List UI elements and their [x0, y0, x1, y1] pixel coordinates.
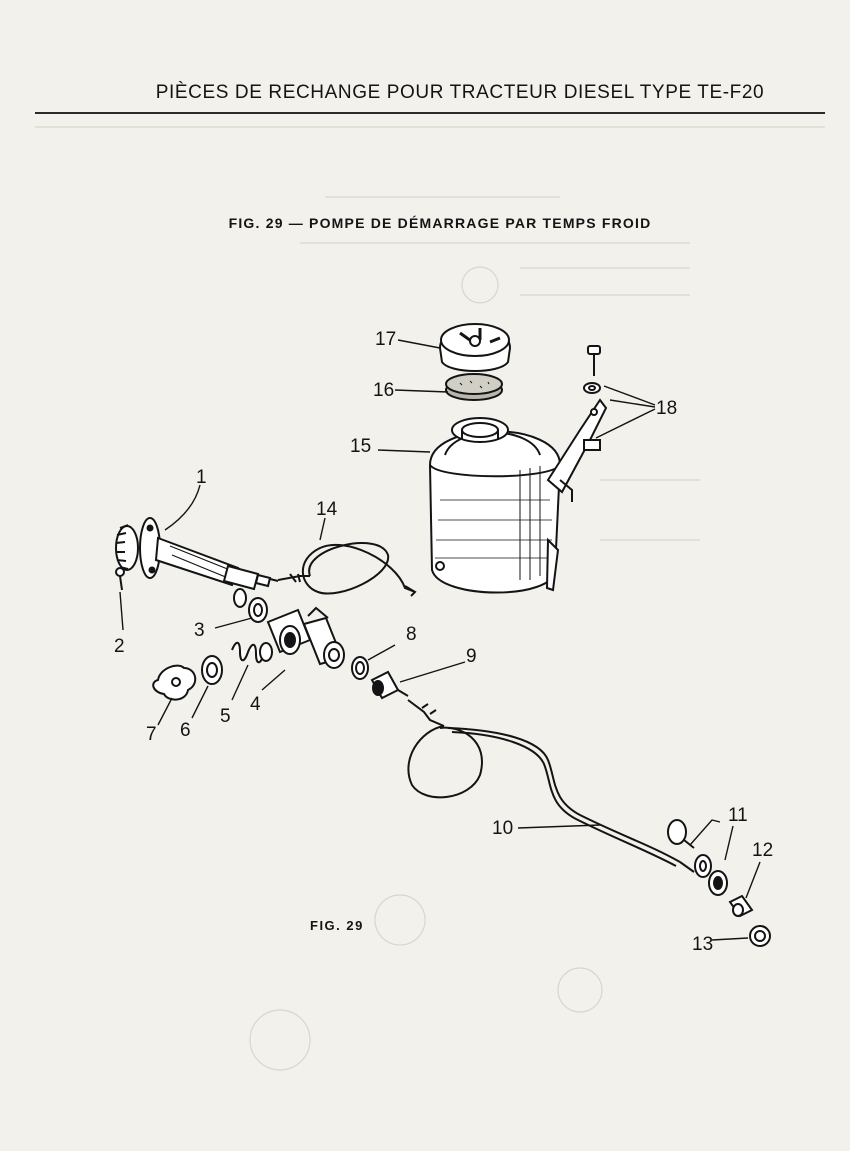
callout-15: 15 — [350, 436, 372, 457]
callout-14: 14 — [316, 499, 338, 520]
callout-6: 6 — [180, 720, 191, 741]
part-12-union — [730, 896, 752, 916]
part-8-washer — [352, 657, 368, 679]
callout-1: 1 — [196, 467, 207, 488]
leader-lines — [120, 340, 760, 940]
part-5-spring — [232, 643, 272, 663]
figure-caption: FIG. 29 — [310, 918, 364, 933]
callout-5: 5 — [220, 706, 231, 727]
part-3-washer — [234, 589, 267, 622]
part-17-filler-cap — [440, 324, 510, 371]
part-16-filter-disc — [446, 374, 502, 400]
callout-7: 7 — [146, 724, 157, 745]
part-11-banjo-bolt-washers — [668, 820, 727, 895]
callout-2: 2 — [114, 636, 125, 657]
callout-9: 9 — [466, 646, 477, 667]
callout-3: 3 — [194, 620, 205, 641]
callout-numbers — [114, 329, 773, 955]
part-1-pump-body — [116, 518, 278, 589]
callout-8: 8 — [406, 624, 417, 645]
callout-10: 10 — [492, 818, 514, 839]
figure-title: FIG. 29 — POMPE DE DÉMARRAGE PAR TEMPS FROID — [228, 215, 652, 231]
part-2-screw — [116, 568, 124, 590]
part-14-coiled-pipe — [278, 543, 415, 596]
callout-11: 11 — [728, 805, 748, 826]
page-header-title: PIÈCES DE RECHANGE POUR TRACTEUR DIESEL TYPE TE-F20 — [155, 82, 765, 103]
part-15-reservoir — [430, 400, 606, 593]
part-7-knob — [153, 666, 195, 700]
part-9-union-nut — [372, 672, 408, 698]
part-10-feed-pipe — [408, 700, 694, 872]
callout-17: 17 — [375, 329, 397, 350]
callout-4: 4 — [250, 694, 261, 715]
callout-12: 12 — [752, 840, 774, 861]
part-13-washer — [750, 926, 770, 946]
callout-13: 13 — [692, 934, 714, 955]
callout-18: 18 — [656, 398, 678, 419]
part-6-washer — [202, 656, 222, 684]
bleed-through — [35, 127, 825, 1070]
callout-16: 16 — [373, 380, 395, 401]
part-4-tee-union — [268, 608, 344, 668]
